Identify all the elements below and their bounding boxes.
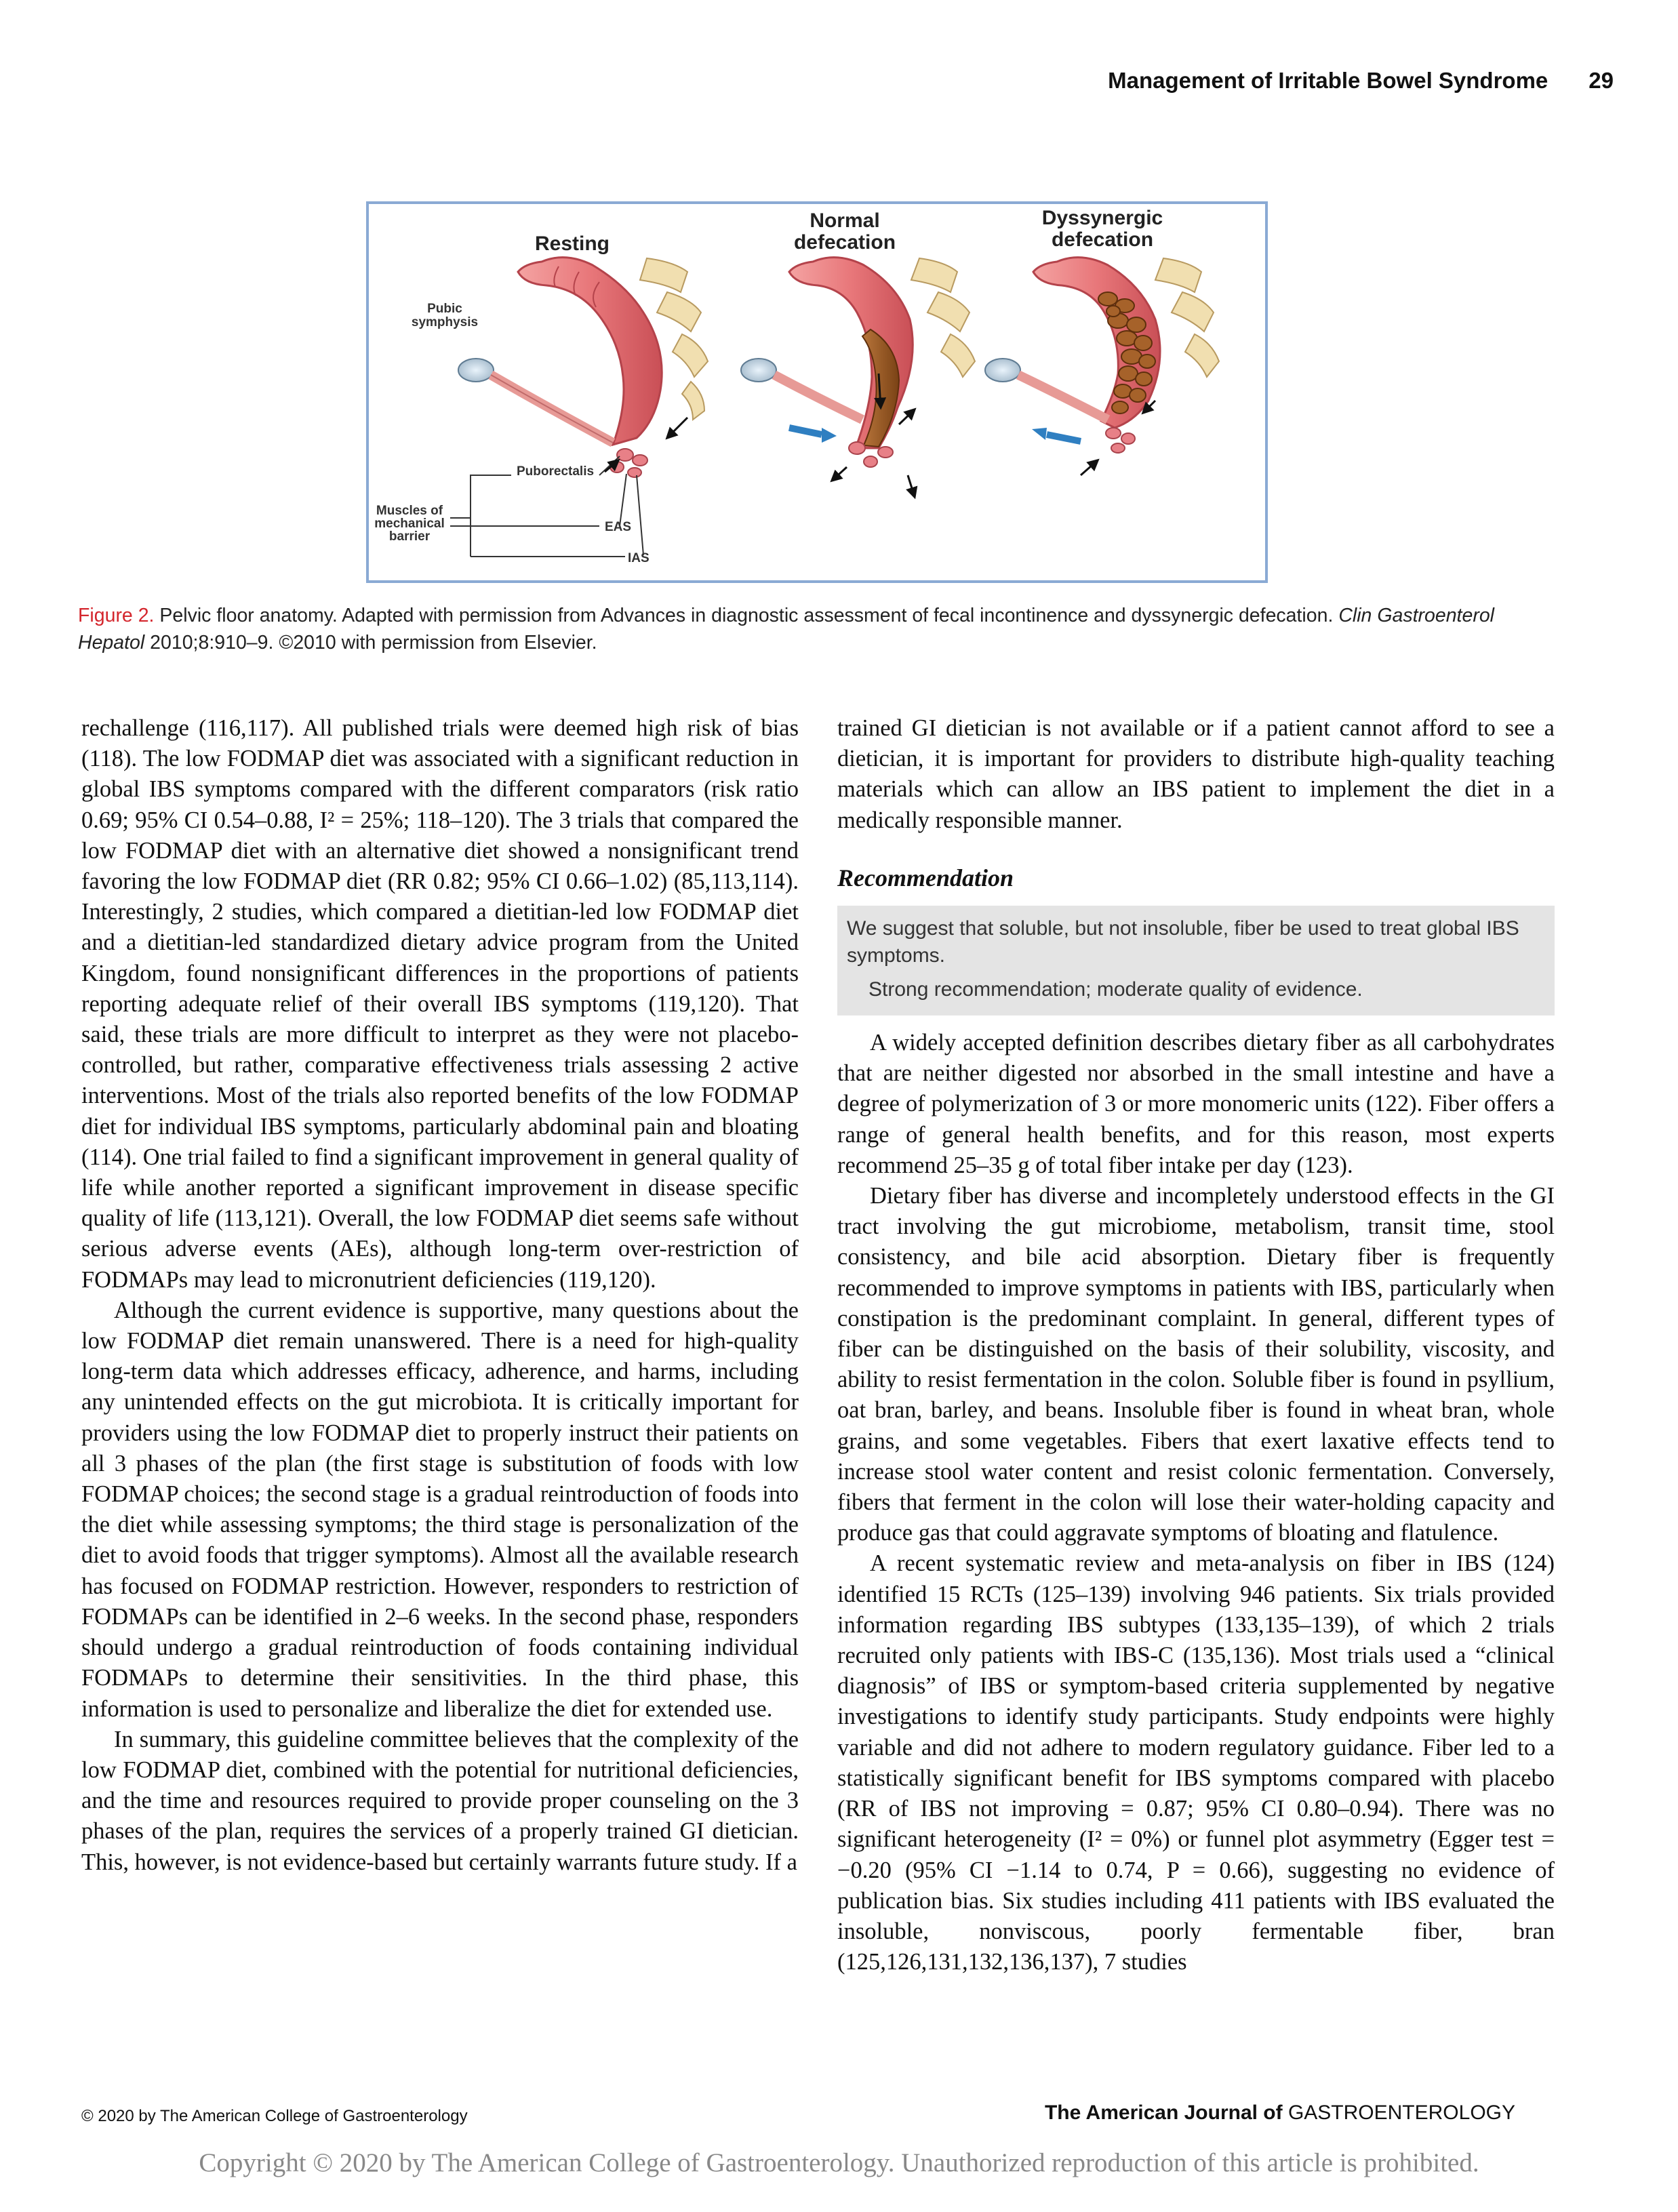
panel-resting [374,258,708,565]
label-eas: EAS [605,520,632,534]
title-normal-1: Normal [810,209,880,232]
caption-journal: Clin Gastroenterol Hepatol [78,605,1494,653]
footer-left: © 2020 by The American College of Gastroenterology [81,2107,468,2125]
label-pubic-1: Pubic [427,302,462,316]
label-pubic-2: symphysis [411,315,479,329]
footer-journal-name: GASTROENTEROLOGY [1282,2102,1515,2124]
recommendation-text: We suggest that soluble, but not insoluble, fiber be used to treat global IBS symptoms. [847,917,1519,967]
title-normal-2: defecation [793,231,896,254]
title-dyssynergic-1: Dyssynergic [1041,207,1163,229]
running-head-title: Management of Irritable Bowel Syndrome [1108,68,1549,93]
recommendation-box [837,906,1555,1015]
left-paragraph-1: rechallenge (116,117). All published trials were deemed high risk of bias (118). The low FODMAP diet was associated with a significant reduction in global IBS symptoms compared with the different comparators (risk ratio 0.69; 95% CI 0.54–0.88, I² = 25%; 118–120). The 3 trials that compared the low FODMAP diet with an alternative diet showed a nonsignificant trend favoring the low FODMAP diet (RR 0.82; 95% CI 0.66–1.02) (85,113,114). Interestingly, 2 studies, which compared a dietitian-led low FODMAP diet and a dietitian-led standardized dietary advice program from the United Kingdom, found nonsignificant differences in the proportions of patients reporting adequate relief of their overall IBS symptoms (119,120). That said, these trials are more difficult to interpret as they were not placebo-controlled, but rather, comparative effectiveness trials assessing 2 active interventions. Most of the trials also reported benefits of the low FODMAP diet for individual IBS symptoms, particularly abdominal pain and bloating (114). One trial failed to find a significant improvement in general quality of life while another reported a significant improvement in disease specific quality of life (113,121). Overall, the low FODMAP diet seems safe without serious adverse events (AEs), although long-term over-restriction of FODMAPs may lead to micronutrient deficiencies (119,120). [81,715,799,1293]
caption-tail: 2010;8:910–9. ©2010 with permission from Elsevier. [144,632,597,653]
recommendation-strength: Strong recommendation; moderate quality of evidence. [868,978,1363,1001]
page-number: 29 [1589,68,1614,93]
caption-text: Pelvic floor anatomy. Adapted with permission from Advances in diagnostic assessment of fecal incontinence and dyssynergic defecation. [154,605,1339,626]
label-muscles-3: barrier [388,529,431,544]
figure-2 [366,201,1268,583]
recommendation-heading: Recommendation [837,864,1014,891]
title-resting: Resting [534,233,610,255]
right-paragraph-1: A widely accepted definition describes dietary fiber as all carbohydrates that are neither digested nor absorbed in the small intestine and have a degree of polymerization of 3 or more monomeric units (122). Fiber offers a range of general health benefits, and for this reason, most experts recommend 25–35 g of total fiber intake per day (123). [837,1030,1555,1178]
copyright-notice: Copyright © 2020 by The American College of Gastroenterology. Unauthorized reproduction of this article is prohibited. [199,2148,1479,2177]
running-head [1108,68,1614,94]
footer-journal-prefix: The American Journal of [1044,2102,1283,2124]
panel-dyssynergic-defecation [985,258,1219,475]
right-paragraph-3: A recent systematic review and meta-analysis on fiber in IBS (124) identified 15 RCTs (125–139) involving 946 patients. Six trials provided information regarding IBS subtypes (133,135–139), of which 2 trials recruited only patients with IBS-C (135,136). Most trials used a “clinical diagnosis” of IBS or symptom-based criteria supplemented by negative investigations to identify study participants. Study endpoints were highly variable and did not adhere to modern regulatory guidance. Fiber led to a statistically significant benefit for IBS symptoms compared with placebo (RR of IBS not improving = 0.87; 95% CI 0.80–0.94). There was no significant heterogeneity (I² = 0%) or funnel plot asymmetry (Egger test = −0.20 (95% CI −1.14 to 0.74, P = 0.66), suggesting no evidence of publication bias. Six studies including 411 patients with IBS evaluated the insoluble, nonviscous, poorly fermentable fiber, bran (125,126,131,132,136,137), 7 studies [837,1550,1555,1975]
left-paragraph-2: Although the current evidence is supportive, many questions about the low FODMAP diet remain unanswered. There is a need for high-quality long-term data which addresses efficacy, adherence, and harms, including any unintended effects on the gut microbiota. It is critically important for providers using the low FODMAP diet to properly instruct their patients on all 3 phases of the plan (the first stage is substitution of foods with low FODMAP choices; the second stage is a gradual reintroduction of foods into the diet while assessing symptoms; the third stage is personalization of the diet to avoid foods that trigger symptoms). Almost all the available research has focused on FODMAP restriction. However, responders to restriction of FODMAPs can be identified in 2–6 weeks. In the second phase, responders should undergo a gradual reintroduction of foods containing individual FODMAPs to determine their sensitivities. In the third phase, this information is used to personalize and liberalize the diet for extended use. [81,1297,799,1722]
right-paragraph-2: Dietary fiber has diverse and incompletely understood effects in the GI tract involving the gut microbiome, metabolism, transit time, stool consistency, and bile acid absorption. Dietary fiber is frequently recommended to improve symptoms in patients with IBS, particularly when constipation is the predominant complaint. In general, different types of fiber can be distinguished on the basis of their solubility, viscosity, and ability to resist fermentation in the colon. Soluble fiber is found in psyllium, oat bran, barley, and beans. Insoluble fiber is found in wheat bran, whole grains, and some vegetables. Fibers that exert laxative effects tend to increase stool water content and resist colonic fermentation. Conversely, fibers that ferment in the colon will lose their water-holding capacity and produce gas that could aggravate symptoms of bloating and flatulence. [837,1183,1555,1546]
right-intro: trained GI dietician is not available or if a patient cannot afford to see a dietician, it is important for providers to distribute high-quality teaching materials which can allow an IBS patient to implement the diet in a medically responsible manner. [837,715,1555,833]
pelvic-floor-illustration [369,204,1265,580]
figure-caption [78,602,1515,656]
label-muscles-1: Muscles of [376,504,443,518]
panel-normal-defecation [741,258,975,497]
title-dyssynergic-2: defecation [1051,228,1154,251]
label-ias: IAS [628,551,650,565]
footer-right [1045,2102,1515,2125]
caption-label: Figure 2. [78,605,155,626]
left-column [81,713,799,1878]
right-column [837,713,1555,1977]
label-puborectalis: Puborectalis [517,464,595,479]
label-muscles-2: mechanical [374,517,445,531]
left-paragraph-3: In summary, this guideline committee believes that the complexity of the low FODMAP diet, combined with the potential for nutritional deficiencies, and the time and resources required to provide proper counseling on the 3 phases of the plan, requires the services of a properly trained GI dietician. This, however, is not evidence-based but certainly warrants future study. If a [81,1726,799,1875]
